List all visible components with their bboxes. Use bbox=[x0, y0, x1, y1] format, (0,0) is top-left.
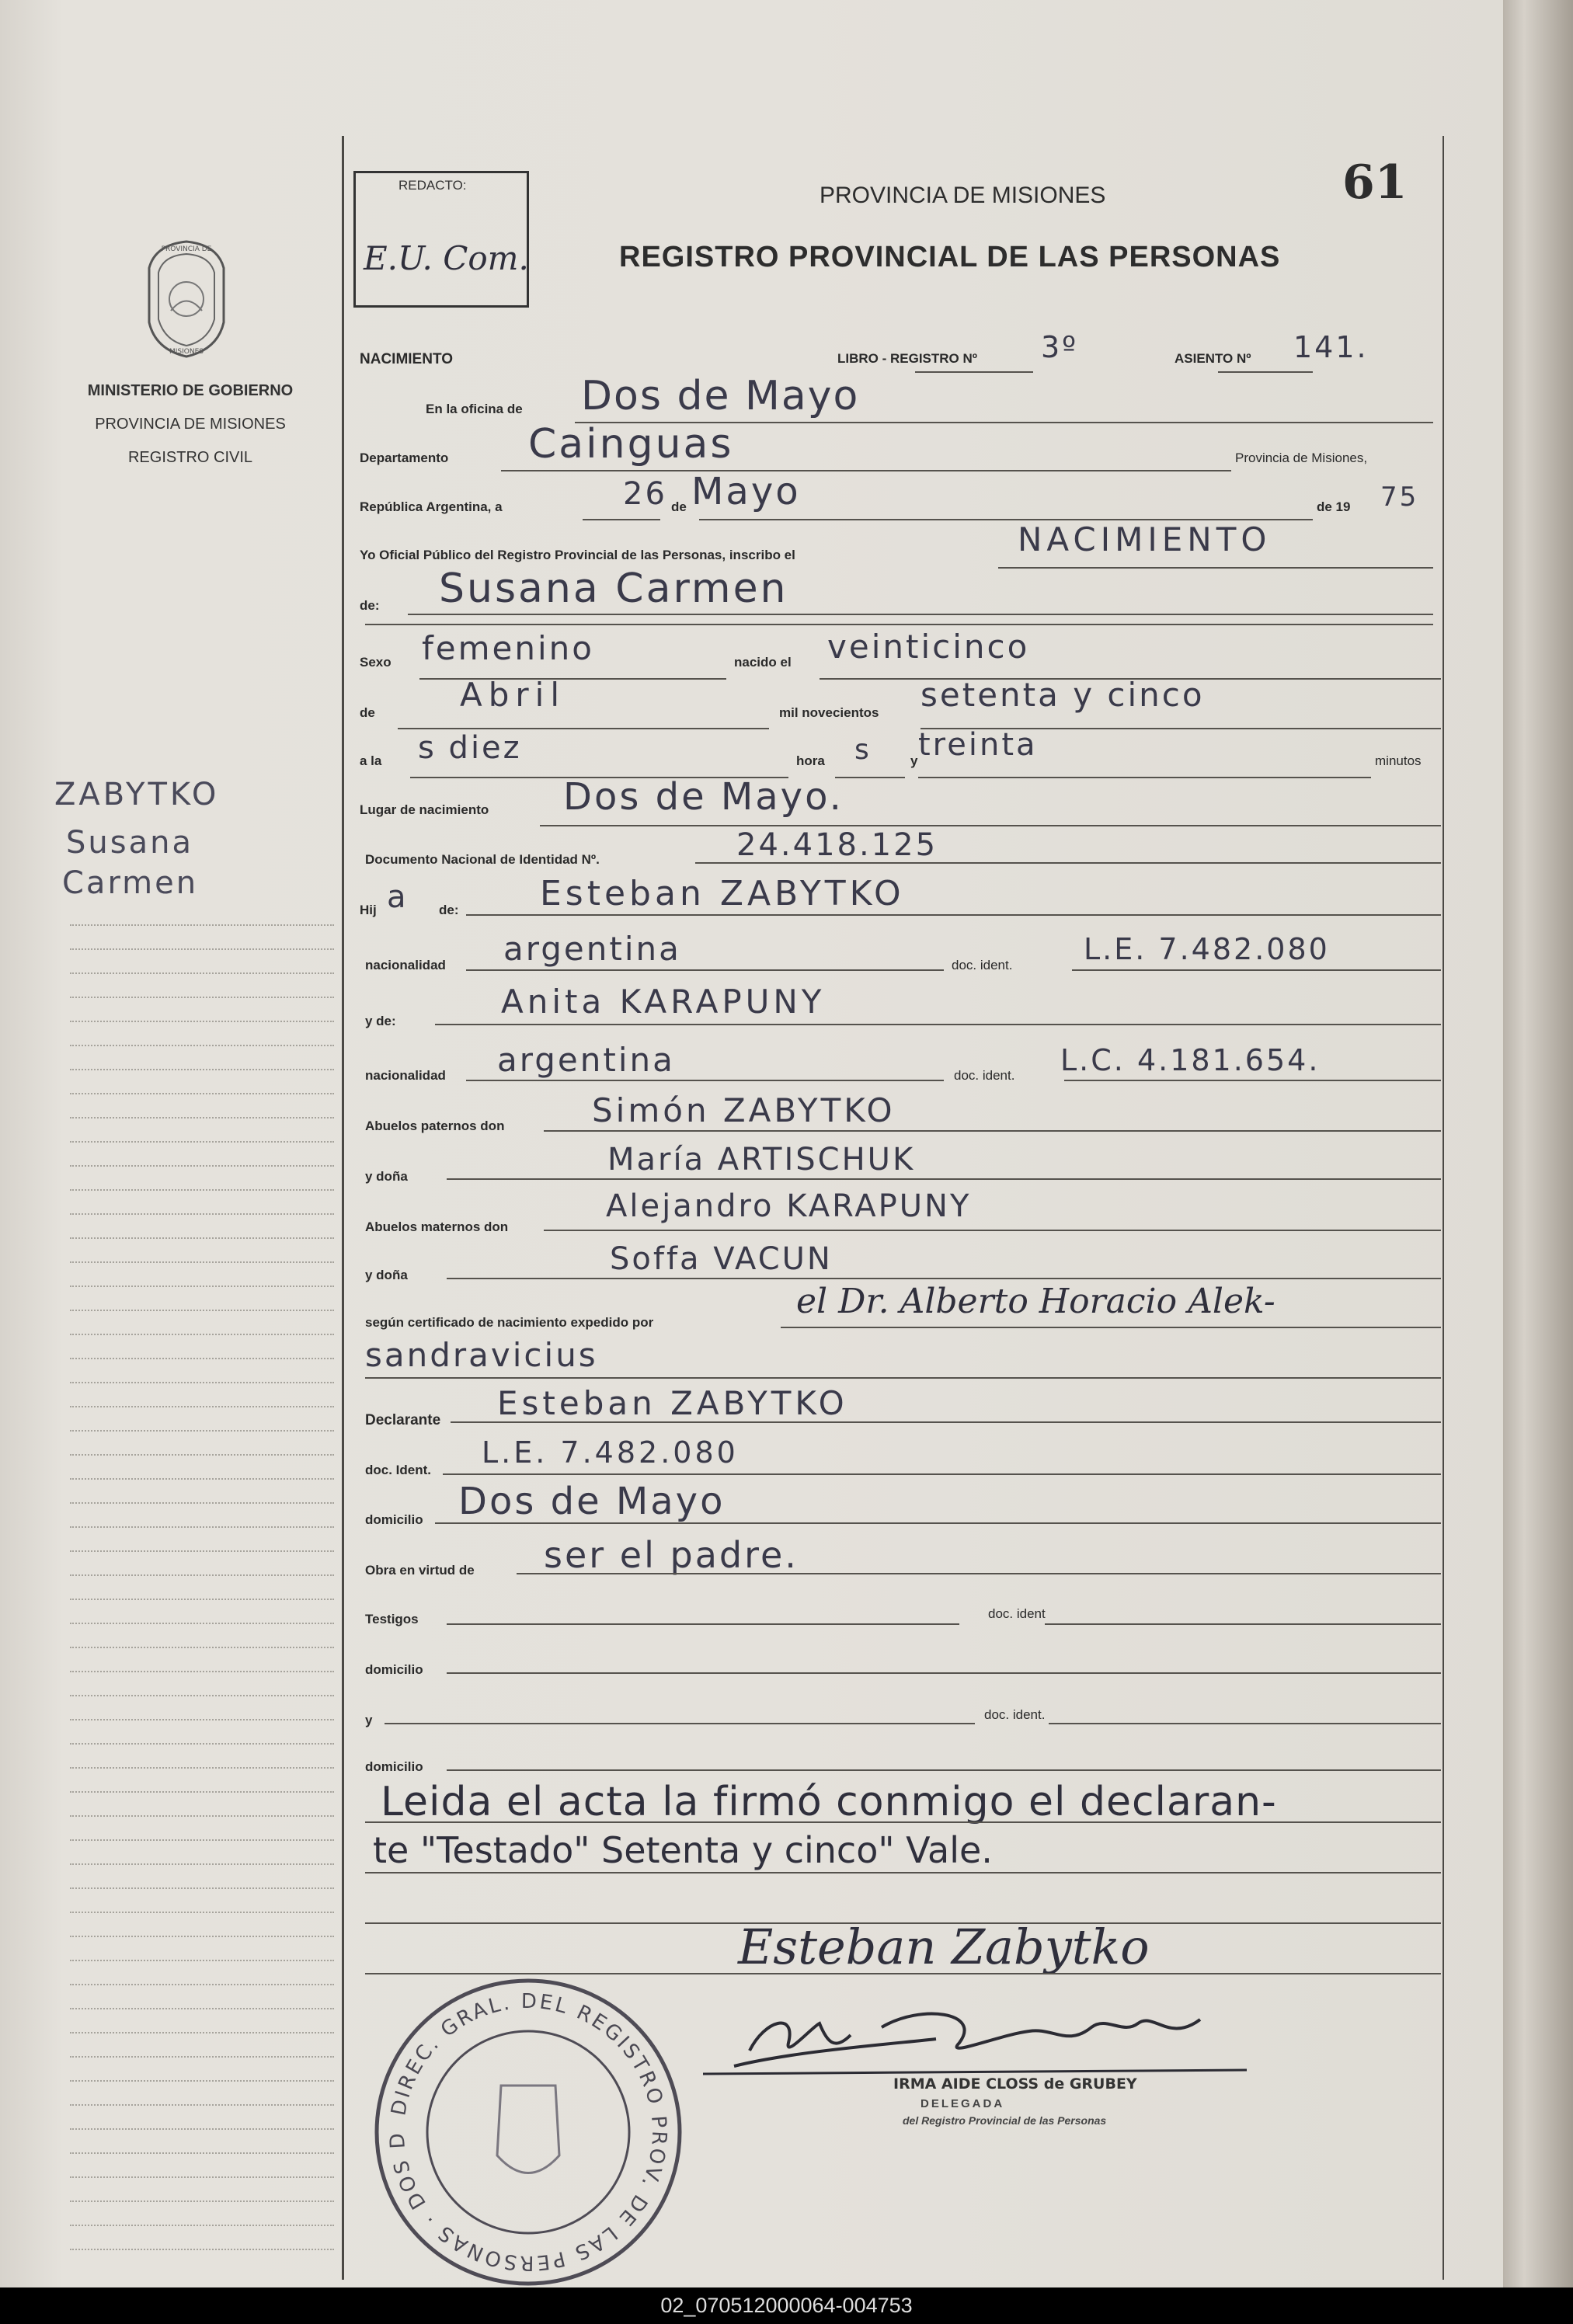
field-underline bbox=[365, 1821, 1441, 1823]
field-underline bbox=[443, 1473, 1441, 1475]
margin-rule bbox=[70, 1599, 334, 1600]
margin-rule bbox=[70, 2104, 334, 2106]
y2-label: y bbox=[365, 1713, 373, 1727]
docident-label: doc. Ident. bbox=[365, 1463, 431, 1477]
field-underline bbox=[451, 1421, 1441, 1423]
official-stamp-line-1: IRMA AIDE CLOSS de GRUBEY bbox=[893, 2075, 1137, 2093]
inscribo-value: NACIMIENTO bbox=[1018, 520, 1272, 558]
nac-madre-label: nacionalidad bbox=[365, 1068, 446, 1083]
redacto-box bbox=[353, 171, 529, 308]
domicilio3-label: domicilio bbox=[365, 1759, 423, 1774]
footer-bar bbox=[0, 2287, 1573, 2324]
round-stamp bbox=[365, 1969, 691, 2287]
mil-label: mil novecientos bbox=[779, 705, 879, 720]
field-underline bbox=[447, 1672, 1441, 1674]
sidebar-ministry: MINISTERIO DE GOBIERNO bbox=[87, 382, 294, 399]
margin-rule bbox=[70, 2056, 334, 2058]
field-underline bbox=[385, 1723, 975, 1724]
doc-ident-label: doc. ident bbox=[988, 1606, 1046, 1621]
obra-label: Obra en virtud de bbox=[365, 1563, 475, 1578]
margin-rule bbox=[70, 1430, 334, 1432]
field-underline bbox=[915, 371, 1033, 373]
minutos-value: treinta bbox=[918, 727, 1038, 763]
margin-rule bbox=[70, 1117, 334, 1119]
margin-rule bbox=[70, 1382, 334, 1383]
abuela-materna-value: Soffa VACUN bbox=[610, 1241, 833, 1277]
official-stamp-line-2: DELEGADA bbox=[920, 2097, 1005, 2110]
field-underline bbox=[365, 1922, 1441, 1924]
note-line-2: te "Testado" Setenta y cinco" Vale. bbox=[373, 1829, 993, 1871]
margin-rule bbox=[70, 1310, 334, 1311]
de2-label: de bbox=[360, 705, 375, 720]
margin-rule bbox=[70, 1141, 334, 1143]
segun-label: según certificado de nacimiento expedido por bbox=[365, 1315, 654, 1330]
redacto-label: REDACTO: bbox=[398, 178, 467, 193]
yde-label: y de: bbox=[365, 1014, 396, 1028]
field-underline bbox=[435, 1024, 1441, 1025]
round-stamp-textpath: DIREC. GRAL. DEL REGISTRO PROV. DE LAS PERSONAS · DOS D bbox=[385, 1989, 671, 2275]
day-value: 26 bbox=[623, 476, 667, 512]
margin-rule bbox=[70, 1791, 334, 1793]
declarante-label: Declarante bbox=[365, 1412, 441, 1428]
margin-rule bbox=[70, 1213, 334, 1215]
asiento-value: 141. bbox=[1293, 330, 1369, 364]
margin-rule bbox=[70, 1165, 334, 1167]
ydona-pat-label: y doña bbox=[365, 1169, 408, 1184]
dni-value: 24.418.125 bbox=[736, 827, 938, 863]
doc-padre-value: L.E. 7.482.080 bbox=[1084, 932, 1330, 966]
field-underline bbox=[466, 914, 1441, 916]
field-underline bbox=[447, 1623, 959, 1625]
margin-rule bbox=[70, 2008, 334, 2009]
field-underline bbox=[1045, 1623, 1441, 1625]
margin-rule bbox=[70, 1984, 334, 1985]
domicilio-value: Dos de Mayo bbox=[458, 1480, 726, 1523]
segun-value: el Dr. Alberto Horacio Alek- bbox=[796, 1282, 1275, 1321]
field-underline bbox=[835, 777, 905, 778]
field-underline bbox=[918, 777, 1371, 778]
margin-rule bbox=[70, 2225, 334, 2226]
field-underline bbox=[408, 614, 1433, 615]
margin-rule bbox=[70, 924, 334, 926]
header-province: PROVINCIA DE MISIONES bbox=[820, 183, 1106, 208]
margin-rule bbox=[70, 1743, 334, 1745]
sidebar-surname: ZABYTKO bbox=[54, 777, 220, 812]
field-underline bbox=[365, 1377, 1441, 1379]
left-rule bbox=[342, 136, 344, 2280]
seal-bottom-text: MISIONES bbox=[169, 348, 204, 356]
field-underline bbox=[466, 969, 944, 971]
field-underline bbox=[410, 777, 788, 778]
oficial-label: Yo Oficial Público del Registro Provincial de las Personas, inscribo el bbox=[360, 548, 795, 562]
sidebar-registry: REGISTRO CIVIL bbox=[127, 449, 253, 466]
departamento-value: Cainguas bbox=[528, 421, 734, 468]
sidebar-province: PROVINCIA DE MISIONES bbox=[95, 416, 286, 433]
margin-rule bbox=[70, 1936, 334, 1937]
margin-rule bbox=[70, 1454, 334, 1456]
sexo-value: femenino bbox=[422, 629, 594, 667]
margin-rule bbox=[70, 1623, 334, 1624]
redacto-initials: E.U. Com. bbox=[364, 239, 529, 277]
margin-rule bbox=[70, 1815, 334, 1817]
domicilio-label: domicilio bbox=[365, 1512, 423, 1527]
margin-rule bbox=[70, 1526, 334, 1528]
margin-rule bbox=[70, 1960, 334, 1961]
field-underline bbox=[544, 1230, 1441, 1231]
madre-value: Anita KARAPUNY bbox=[501, 983, 826, 1021]
field-underline bbox=[365, 624, 1433, 625]
margin-rule bbox=[70, 1261, 334, 1263]
margin-rule bbox=[70, 1334, 334, 1335]
field-underline bbox=[544, 1130, 1441, 1132]
margin-rule bbox=[70, 1069, 334, 1070]
field-underline bbox=[695, 862, 1441, 864]
hij-suffix: a bbox=[387, 879, 409, 915]
padre-value: Esteban ZABYTKO bbox=[540, 874, 905, 913]
name-label: de: bbox=[360, 598, 380, 613]
sidebar-second-name: Carmen bbox=[62, 865, 199, 901]
field-underline bbox=[781, 1327, 1441, 1328]
field-underline bbox=[920, 728, 1441, 729]
margin-rule bbox=[70, 1912, 334, 1913]
margin-rule bbox=[70, 1671, 334, 1672]
file-id: 02_070512000064-004753 bbox=[660, 2294, 913, 2317]
margin-rule bbox=[70, 1045, 334, 1046]
field-underline bbox=[1072, 969, 1441, 971]
margin-rule bbox=[70, 1550, 334, 1552]
field-underline bbox=[447, 1178, 1441, 1180]
page-edge bbox=[1503, 0, 1573, 2287]
field-underline bbox=[575, 422, 1433, 423]
right-rule bbox=[1442, 136, 1444, 2280]
oficina-label: En la oficina de bbox=[426, 402, 523, 416]
seal-top-text: PROVINCIA DE bbox=[161, 245, 212, 253]
margin-rule bbox=[70, 1887, 334, 1889]
libro-value: 3º bbox=[1041, 330, 1079, 364]
margin-rule bbox=[70, 2152, 334, 2154]
hora-label: hora bbox=[796, 753, 825, 768]
margin-rule bbox=[70, 2176, 334, 2178]
field-underline bbox=[398, 728, 769, 729]
anio-value: setenta y cinco bbox=[920, 676, 1205, 714]
field-underline bbox=[998, 567, 1433, 569]
margin-rule bbox=[70, 948, 334, 950]
official-stamp-line-3: del Registro Provincial de las Personas bbox=[903, 2114, 1107, 2127]
margin-rule bbox=[70, 1286, 334, 1287]
departamento-label: Departamento bbox=[360, 451, 449, 465]
margin-rule bbox=[70, 997, 334, 998]
field-underline bbox=[540, 825, 1441, 826]
hora-value: s bbox=[854, 734, 872, 766]
nac-padre-label: nacionalidad bbox=[365, 958, 446, 972]
margin-rule bbox=[70, 1406, 334, 1407]
margin-rule bbox=[70, 1719, 334, 1720]
month2-value: Abril bbox=[460, 676, 566, 714]
doc-madre-value: L.C. 4.181.654. bbox=[1060, 1043, 1321, 1077]
field-underline bbox=[583, 519, 660, 520]
margin-rule bbox=[70, 1502, 334, 1504]
margin-rule bbox=[70, 1358, 334, 1359]
ydona-mat-label: y doña bbox=[365, 1268, 408, 1282]
margin-rule bbox=[70, 2032, 334, 2034]
segun-value-2: sandravicius bbox=[365, 1336, 598, 1374]
lugar-value: Dos de Mayo. bbox=[563, 775, 844, 819]
margin-rule bbox=[70, 1237, 334, 1239]
field-underline bbox=[501, 470, 1231, 471]
ministry-seal bbox=[140, 237, 233, 361]
doc-ident2-label: doc. ident. bbox=[984, 1707, 1046, 1722]
nacimiento-label: NACIMIENTO bbox=[360, 351, 453, 367]
republica-label: República Argentina, a bbox=[360, 499, 503, 514]
margin-rule bbox=[70, 1839, 334, 1841]
ala-value: s diez bbox=[418, 730, 522, 766]
note-line-1: Leida el acta la firmó conmigo el declaran- bbox=[381, 1779, 1277, 1825]
field-underline bbox=[419, 678, 726, 680]
libro-label: LIBRO - REGISTRO Nº bbox=[837, 351, 977, 366]
abuelo-materno-value: Alejandro KARAPUNY bbox=[606, 1188, 972, 1224]
sidebar-first-name: Susana bbox=[66, 825, 193, 861]
doc-madre-label: doc. ident. bbox=[954, 1068, 1015, 1083]
abuela-paterna-value: María ARTISCHUK bbox=[607, 1142, 916, 1178]
margin-rule bbox=[70, 2249, 334, 2250]
margin-rule bbox=[70, 2200, 334, 2202]
nac-madre-value: argentina bbox=[497, 1041, 675, 1079]
field-underline bbox=[365, 1973, 1441, 1974]
hij-de-label: de: bbox=[439, 903, 459, 917]
month-value: Mayo bbox=[691, 470, 801, 513]
oficina-value: Dos de Mayo bbox=[581, 373, 860, 419]
margin-rule bbox=[70, 1647, 334, 1648]
sexo-label: Sexo bbox=[360, 655, 392, 670]
nacido-label: nacido el bbox=[734, 655, 792, 670]
margin-rule bbox=[70, 972, 334, 974]
provincia-suffix: Provincia de Misiones, bbox=[1235, 451, 1368, 465]
margin-rule bbox=[70, 1767, 334, 1769]
field-underline bbox=[466, 1080, 944, 1081]
nac-padre-value: argentina bbox=[503, 930, 681, 968]
domicilio2-label: domicilio bbox=[365, 1662, 423, 1677]
minutos-label: minutos bbox=[1375, 753, 1422, 768]
asiento-label: ASIENTO Nº bbox=[1175, 351, 1251, 366]
margin-rule bbox=[70, 1093, 334, 1094]
field-underline bbox=[699, 519, 1313, 520]
de-label: de bbox=[671, 499, 687, 514]
ala-label: a la bbox=[360, 753, 382, 768]
nacido-value: veinticinco bbox=[827, 628, 1030, 666]
field-underline bbox=[435, 1522, 1441, 1524]
margin-rule bbox=[70, 1478, 334, 1480]
docident-value: L.E. 7.482.080 bbox=[482, 1435, 739, 1470]
hij-label: Hij bbox=[360, 903, 377, 917]
page-number: 61 bbox=[1342, 155, 1408, 210]
doc-padre-label: doc. ident. bbox=[952, 958, 1013, 972]
margin-rule bbox=[70, 1189, 334, 1191]
abuelos-maternos-label: Abuelos maternos don bbox=[365, 1219, 509, 1234]
header-registry: REGISTRO PROVINCIAL DE LAS PERSONAS bbox=[619, 241, 1281, 273]
dni-label: Documento Nacional de Identidad Nº. bbox=[365, 852, 600, 867]
name-value: Susana Carmen bbox=[439, 565, 788, 612]
margin-rule bbox=[70, 1695, 334, 1696]
year-prefix: de 19 bbox=[1317, 499, 1351, 514]
margin-rule bbox=[70, 2128, 334, 2130]
year-value: 75 bbox=[1380, 482, 1419, 513]
margin-rule bbox=[70, 1021, 334, 1022]
margin-rule bbox=[70, 1863, 334, 1865]
lugar-label: Lugar de nacimiento bbox=[360, 802, 489, 817]
field-underline bbox=[447, 1769, 1441, 1771]
y-label: y bbox=[910, 753, 918, 768]
abuelo-paterno-value: Simón ZABYTKO bbox=[592, 1091, 896, 1129]
margin-rule bbox=[70, 2080, 334, 2082]
field-underline bbox=[1049, 1723, 1441, 1724]
field-underline bbox=[820, 678, 1441, 680]
declarante-value: Esteban ZABYTKO bbox=[497, 1384, 848, 1422]
margin-rule bbox=[70, 1574, 334, 1576]
declarante-signature: Esteban Zabytko bbox=[738, 1919, 1150, 1975]
obra-value: ser el padre. bbox=[544, 1534, 799, 1576]
field-underline bbox=[517, 1573, 1441, 1574]
field-underline bbox=[1218, 371, 1313, 373]
abuelos-paternos-label: Abuelos paternos don bbox=[365, 1119, 505, 1133]
testigos-label: Testigos bbox=[365, 1612, 419, 1626]
field-underline bbox=[1064, 1080, 1441, 1081]
official-signature bbox=[703, 1996, 1293, 2086]
field-underline bbox=[365, 1872, 1441, 1873]
field-underline bbox=[447, 1278, 1441, 1279]
